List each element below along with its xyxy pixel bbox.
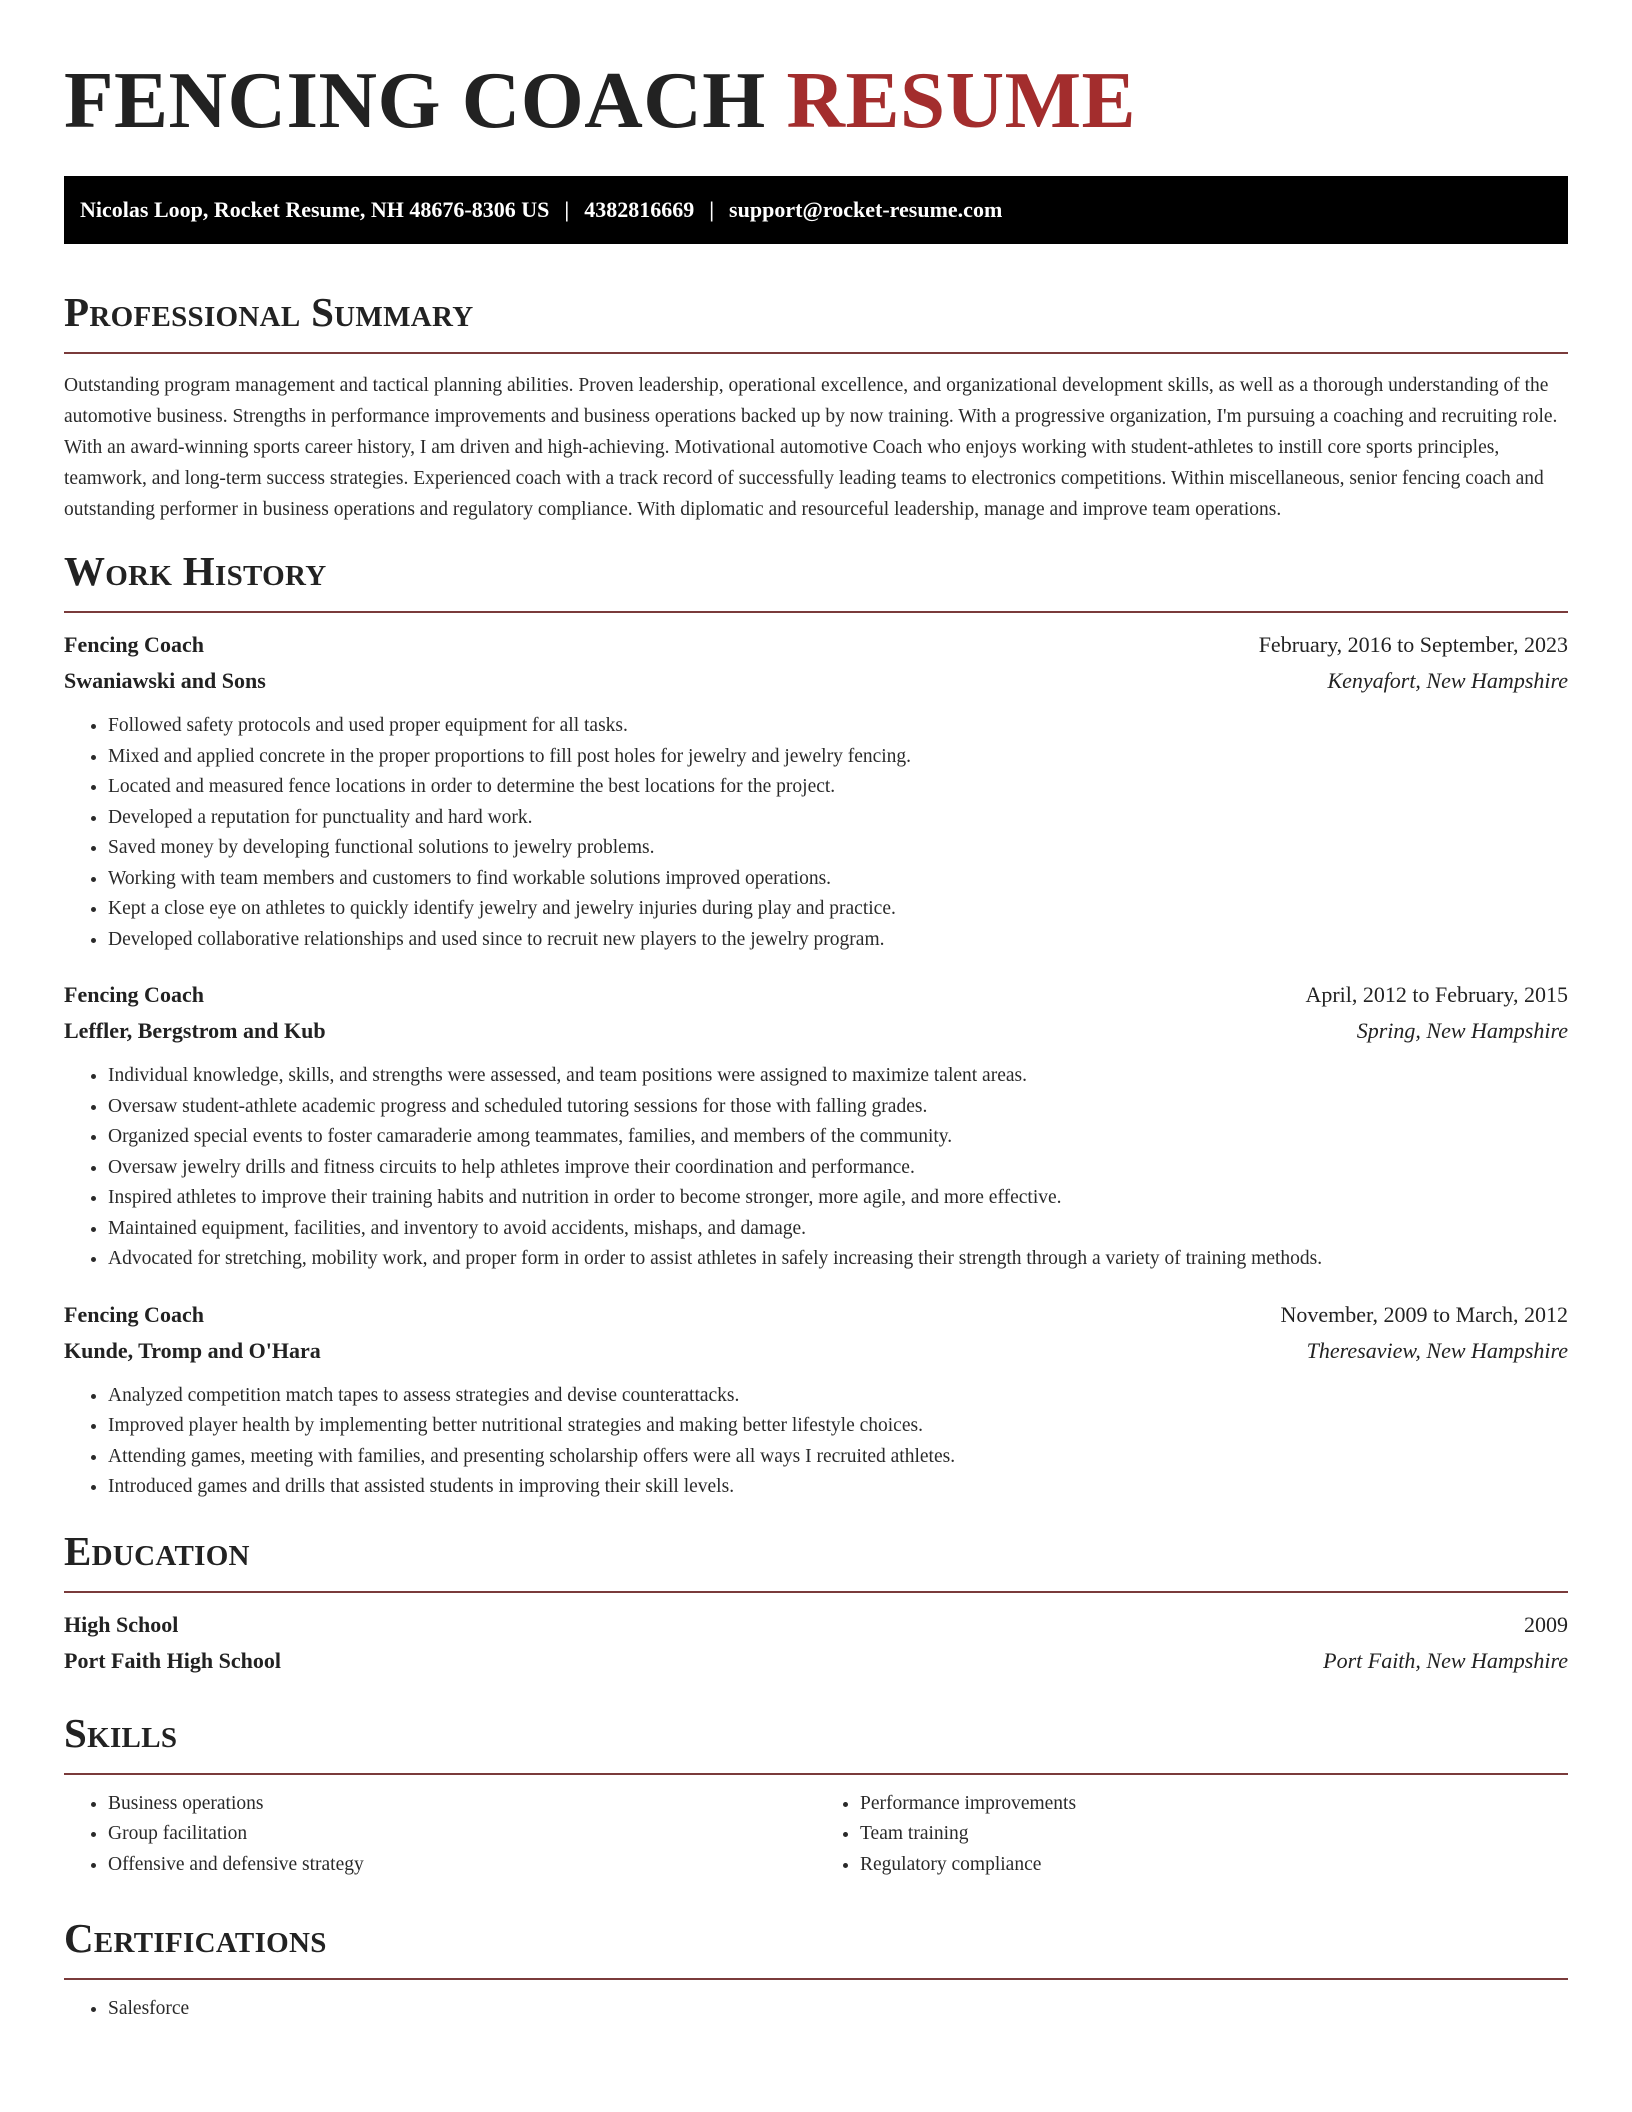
skill-item: • Performance improvements	[860, 1789, 1568, 1820]
contact-email: support@rocket-resume.com	[729, 197, 1003, 222]
job-subheader	[64, 1013, 1568, 1049]
job-bullets	[64, 1061, 1568, 1275]
job-dates: November, 2009 to March, 2012	[1280, 1301, 1568, 1327]
job-title: Fencing Coach	[64, 982, 204, 1007]
summary-section	[64, 288, 1568, 525]
contact-separator: |	[564, 197, 570, 222]
job-title: Fencing Coach	[64, 1301, 204, 1327]
skill-item: • Group facilitation	[108, 1819, 816, 1850]
job-bullet: • Attending games, meeting with families, and presenting scholarship offers were all ways I recruited athletes.	[108, 1442, 1568, 1473]
skills-column-left	[64, 1789, 816, 1881]
job-bullet: • Advocated for stretching, mobility work, and proper form in order to assist athletes in safely increasing their strength through a variety of training methods.	[108, 1244, 1568, 1275]
job-bullet: • Inspired athletes to improve their training habits and nutrition in order to become stronger, more agile, and more effective.	[108, 1183, 1568, 1214]
job-title: Fencing Coach	[64, 632, 204, 657]
job-subheader	[64, 663, 1568, 699]
job-location: Spring, New Hampshire	[1356, 1018, 1568, 1043]
job-bullet: • Maintained equipment, facilities, and inventory to avoid accidents, mishaps, and damage.	[108, 1214, 1568, 1245]
section-divider	[64, 1773, 1568, 1775]
contact-address: Nicolas Loop, Rocket Resume, NH 48676-8306 US	[80, 197, 550, 222]
section-divider	[64, 1978, 1568, 1980]
job-bullet: • Followed safety protocols and used proper equipment for all tasks.	[108, 711, 1568, 742]
job-bullet: • Individual knowledge, skills, and strengths were assessed, and team positions were assigned to maximize talent areas.	[108, 1061, 1568, 1092]
section-divider	[64, 611, 1568, 613]
job-bullets	[64, 1381, 1568, 1503]
job-subheader	[64, 1333, 1568, 1369]
skills-column-right	[816, 1789, 1568, 1881]
contact-separator: |	[709, 197, 715, 222]
summary-heading: Professional Summary	[64, 289, 474, 335]
job-bullet: • Oversaw student-athlete academic progress and scheduled tutoring sessions for those with falling grades.	[108, 1092, 1568, 1123]
education-section	[64, 1527, 1568, 1679]
education-year: 2009	[1524, 1611, 1568, 1637]
job-location: Kenyafort, New Hampshire	[1327, 668, 1568, 693]
certifications-heading: Certifications	[64, 1915, 327, 1961]
skill-item: • Business operations	[108, 1789, 816, 1820]
section-divider	[64, 352, 1568, 354]
job-bullets	[64, 711, 1568, 955]
job-entry	[64, 1297, 1568, 1503]
job-company: Leffler, Bergstrom and Kub	[64, 1018, 326, 1043]
title-accent: RESUME	[786, 55, 1137, 145]
job-company: Kunde, Tromp and O'Hara	[64, 1337, 321, 1363]
education-location: Port Faith, New Hampshire	[1323, 1647, 1568, 1673]
resume-page	[64, 0, 1568, 2025]
job-bullet: • Organized special events to foster camaraderie among teammates, families, and members of the community.	[108, 1122, 1568, 1153]
skills-heading: Skills	[64, 1709, 178, 1756]
job-bullet: • Kept a close eye on athletes to quickly identify jewelry and jewelry injuries during play and practice.	[108, 894, 1568, 925]
work-section	[64, 547, 1568, 1503]
job-bullet: • Analyzed competition match tapes to assess strategies and devise counterattacks.	[108, 1381, 1568, 1412]
job-bullet: • Oversaw jewelry drills and fitness circuits to help athletes improve their coordination and performance.	[108, 1153, 1568, 1184]
job-bullet: • Developed a reputation for punctuality and hard work.	[108, 803, 1568, 834]
education-entry	[64, 1607, 1568, 1679]
education-subheader	[64, 1643, 1568, 1679]
contact-bar	[64, 176, 1568, 244]
education-school: Port Faith High School	[64, 1647, 281, 1673]
job-header	[64, 627, 1568, 663]
skill-item: • Team training	[860, 1819, 1568, 1850]
education-heading: Education	[64, 1527, 250, 1574]
job-bullet: • Developed collaborative relationships and used since to recruit new players to the jewelry program.	[108, 925, 1568, 956]
job-location: Theresaview, New Hampshire	[1306, 1337, 1568, 1363]
certification-item: • Salesforce	[108, 1994, 1568, 2025]
job-header	[64, 1297, 1568, 1333]
contact-phone: 4382816669	[584, 197, 695, 222]
job-bullet: • Located and measured fence locations in order to determine the best locations for the project.	[108, 772, 1568, 803]
job-bullet: • Introduced games and drills that assisted students in improving their skill levels.	[108, 1472, 1568, 1503]
certifications-list	[64, 1994, 1568, 2025]
skill-item: • Offensive and defensive strategy	[108, 1850, 816, 1881]
summary-text: Outstanding program management and tactical planning abilities. Proven leadership, operational excellence, and organizational development skills, as well as a thorough understanding of the automotive business. Strengths in performance improvements and business operations backed up by now training. With a progressive organization, I'm pursuing a coaching and recruiting role. With an award-winning sports career history, I am driven and high-achieving. Motivational automotive Coach who enjoys working with student-athletes to instill core sports principles, teamwork, and long-term success strategies. Experienced coach with a track record of successfully leading teams to electronics competitions. Within miscellaneous, senior fencing coach and outstanding performer in business operations and regulatory compliance. With diplomatic and resourceful leadership, manage and improve team operations.	[64, 375, 1558, 520]
education-header	[64, 1607, 1568, 1643]
certifications-section	[64, 1914, 1568, 2025]
skills-section	[64, 1709, 1568, 1881]
job-bullet: • Mixed and applied concrete in the proper proportions to fill post holes for jewelry and jewelry fencing.	[108, 742, 1568, 773]
education-degree: High School	[64, 1611, 179, 1637]
skills-grid	[64, 1789, 1568, 1881]
job-dates: April, 2012 to February, 2015	[1305, 982, 1568, 1007]
title-main: FENCING COACH	[64, 55, 766, 145]
job-bullet: • Saved money by developing functional solutions to jewelry problems.	[108, 833, 1568, 864]
job-entry	[64, 977, 1568, 1275]
skill-item: • Regulatory compliance	[860, 1850, 1568, 1881]
job-bullet: • Improved player health by implementing better nutritional strategies and making better lifestyle choices.	[108, 1411, 1568, 1442]
job-bullet: • Working with team members and customers to find workable solutions improved operations.	[108, 864, 1568, 895]
job-company: Swaniawski and Sons	[64, 668, 266, 693]
section-divider	[64, 1591, 1568, 1593]
job-entry	[64, 627, 1568, 955]
job-header	[64, 977, 1568, 1013]
resume-title	[64, 0, 1568, 145]
work-heading: Work History	[64, 548, 327, 594]
job-dates: February, 2016 to September, 2023	[1258, 632, 1568, 657]
